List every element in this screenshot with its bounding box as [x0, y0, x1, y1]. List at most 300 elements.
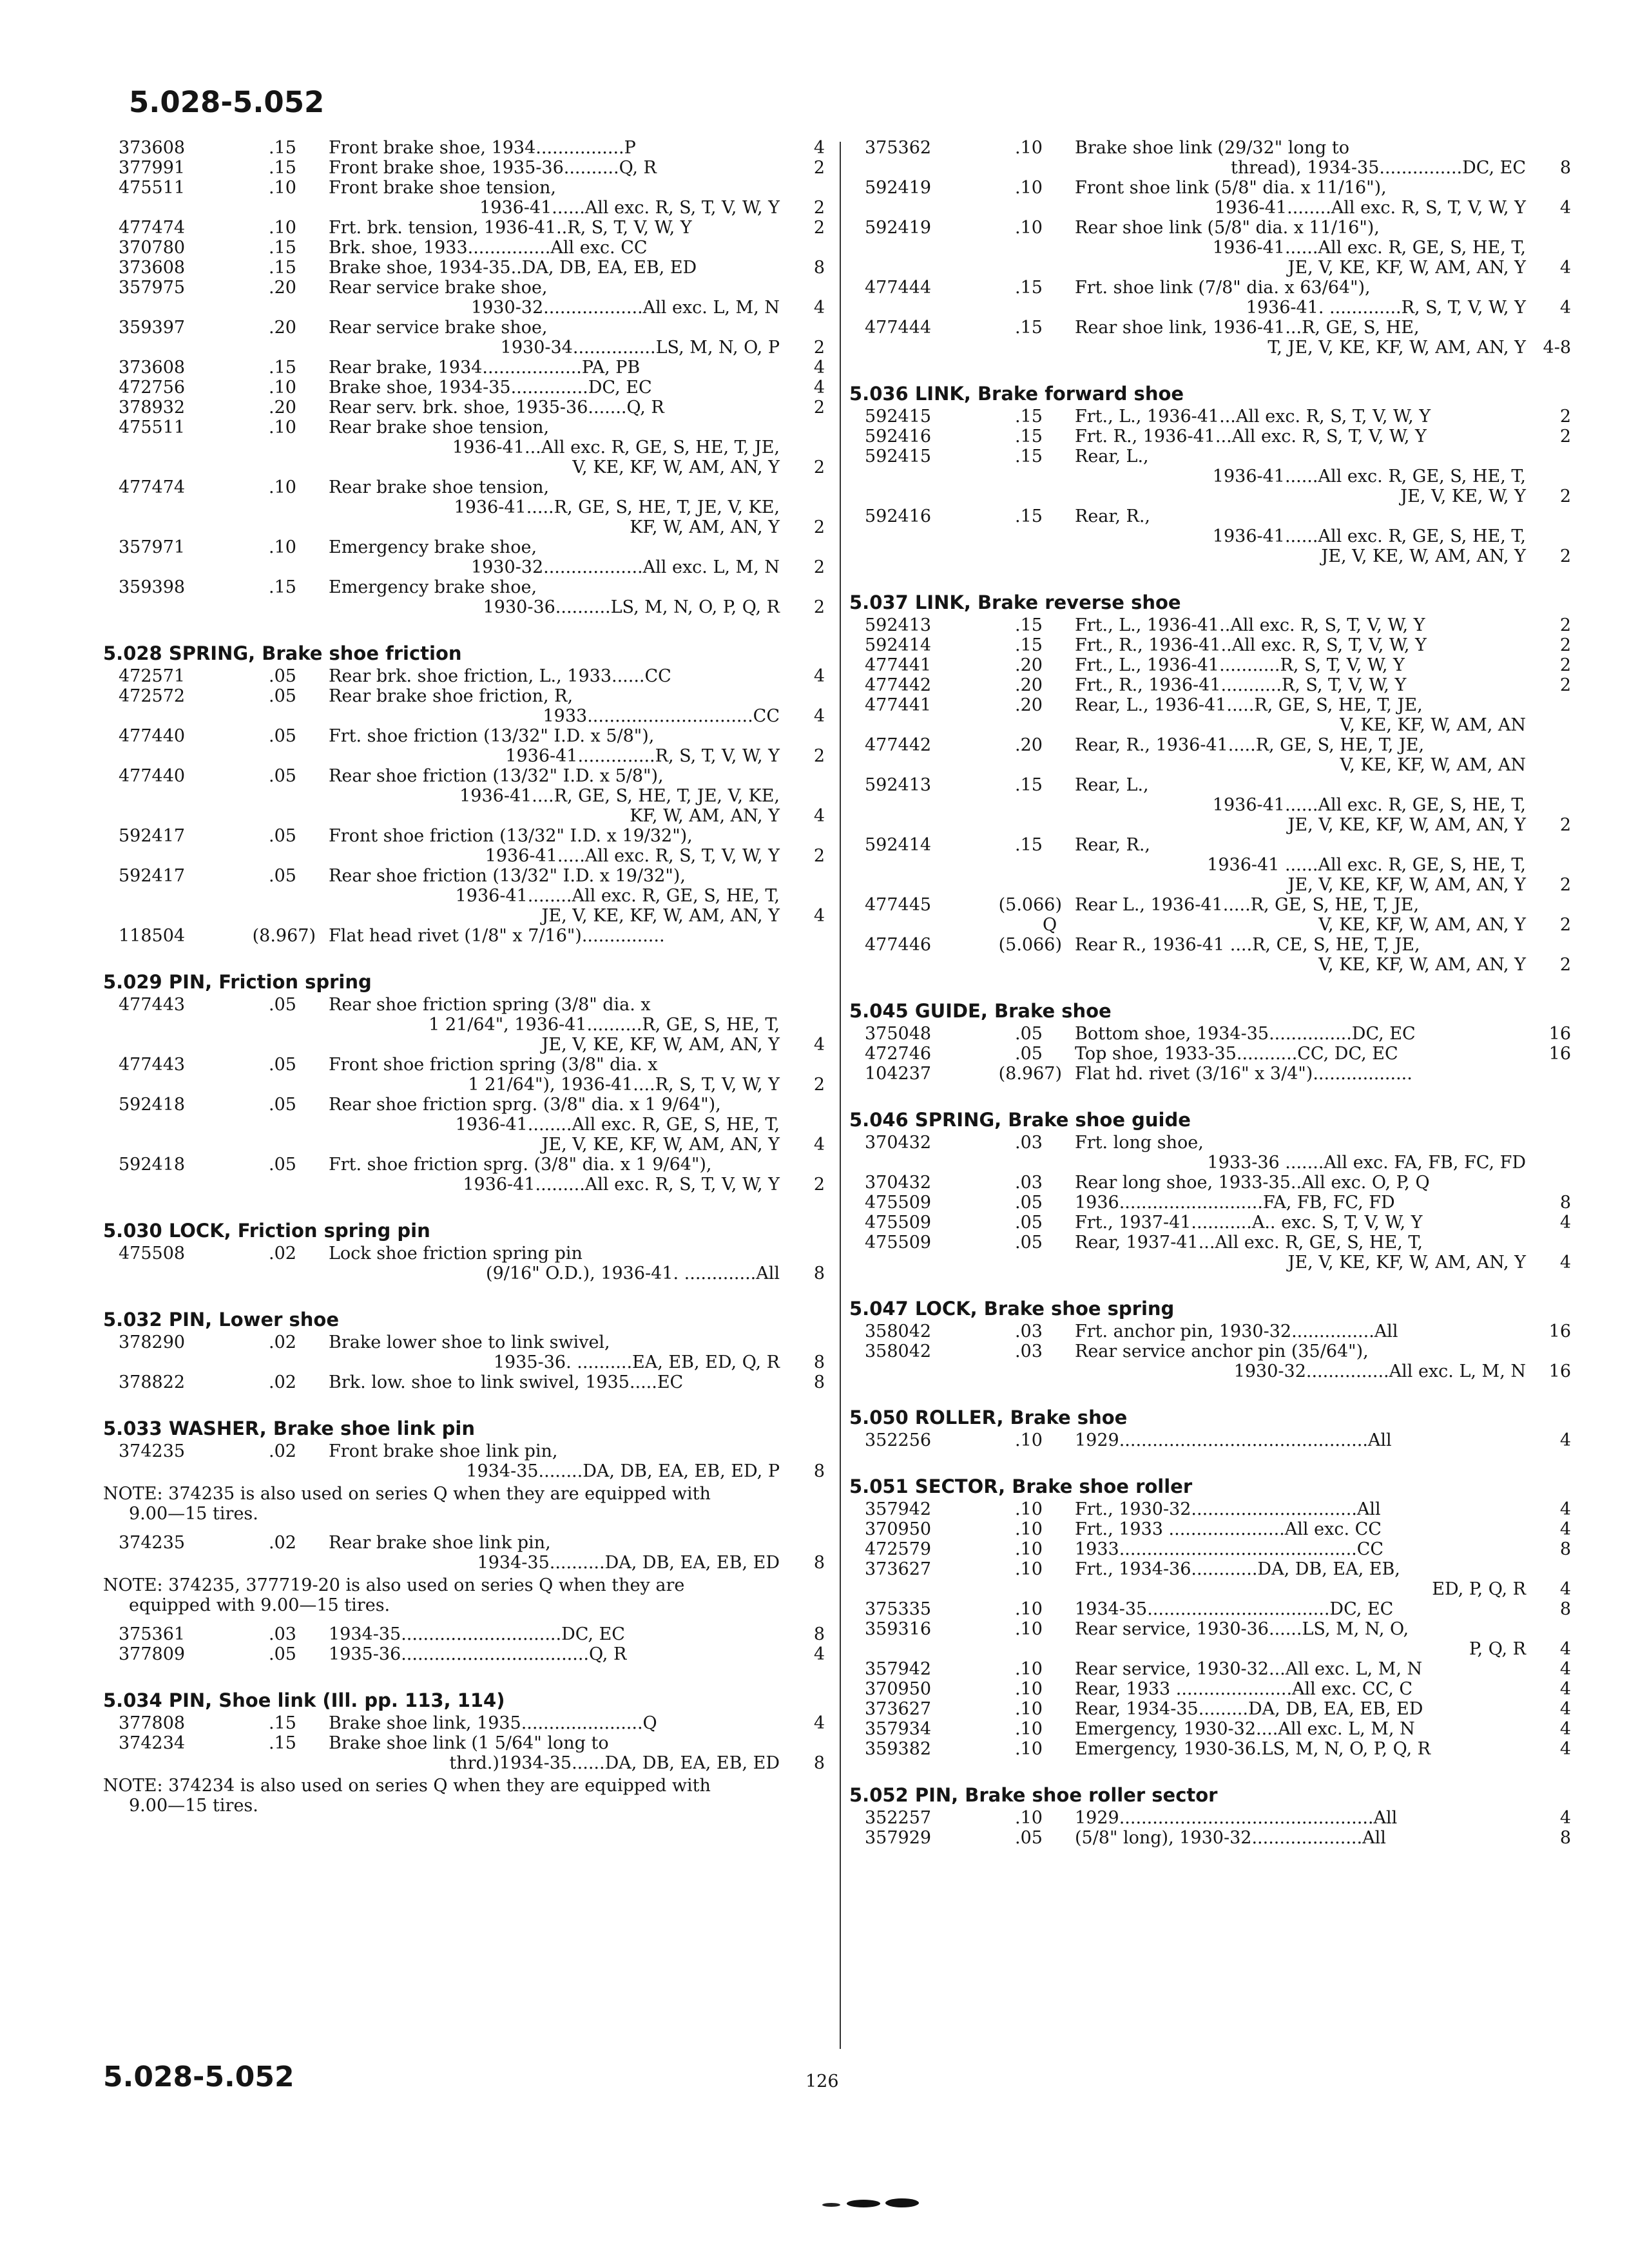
part-number: 370432 [865, 1173, 932, 1193]
description [329, 358, 780, 378]
note-line: 9.00—15 tires. [129, 1504, 258, 1524]
description [1075, 1321, 1526, 1341]
description [329, 138, 780, 158]
price: .10 [1015, 1808, 1043, 1828]
spacer [103, 1283, 825, 1307]
price: .15 [1015, 318, 1043, 338]
description-line: Frt. shoe friction sprg. (3/8" dia. x 1 9/64"), [329, 1155, 712, 1175]
list-item [849, 1699, 1571, 1719]
price: .20 [1015, 735, 1043, 755]
part-number: 475508 [119, 1244, 186, 1264]
description-line: Frt. brk. tension, 1936-41..R, S, T, V, W, Y [329, 218, 692, 238]
price: .03 [1015, 1341, 1043, 1361]
part-number: 370950 [865, 1679, 932, 1699]
description-line: 1936-41...All exc. R, GE, S, HE, T, JE, [452, 437, 780, 457]
list-item [849, 935, 1571, 975]
parts-section [103, 969, 825, 1195]
description-line: Frt., L., 1936-41...........R, S, T, V, W, Y [1075, 655, 1405, 675]
quantity: 2 [813, 398, 825, 418]
description-line: Rear shoe link, 1936-41...R, GE, S, HE, [1075, 318, 1420, 338]
list-item [103, 378, 825, 398]
list-item [103, 138, 825, 158]
description [1075, 506, 1526, 566]
price: .10 [1015, 1679, 1043, 1699]
description-line: 1930-32..................All exc. L, M, N [470, 557, 780, 577]
description [1075, 1233, 1526, 1273]
price: .10 [1015, 1559, 1043, 1579]
description-line: 1936-41.....All exc. R, S, T, V, W, Y [485, 846, 780, 866]
description-line: Brake shoe, 1934-35..............DC, EC [329, 378, 652, 398]
part-number: 475509 [865, 1193, 932, 1213]
quantity: 8 [813, 1372, 825, 1392]
price: .15 [269, 577, 296, 597]
section-title: 5.045 GUIDE, Brake shoe [849, 1000, 1112, 1022]
description [1075, 1193, 1526, 1213]
description [329, 1244, 780, 1283]
description-line: Frt., L., 1936-41...All exc. R, S, T, V, W, Y [1075, 407, 1431, 427]
quantity: 2 [1559, 427, 1571, 447]
list-item [849, 635, 1571, 655]
quantity: 2 [813, 1075, 825, 1095]
description-line: Front brake shoe link pin, [329, 1441, 558, 1461]
description [329, 398, 780, 418]
list-item [849, 1064, 1571, 1084]
price: (8.967) [252, 926, 316, 946]
list-item [849, 1619, 1571, 1659]
list-item [849, 1828, 1571, 1848]
description-line: 1936..........................FA, FB, FC, FD [1075, 1193, 1395, 1213]
price: .15 [269, 258, 296, 278]
quantity: 4 [1559, 1253, 1571, 1273]
spacer [849, 975, 1571, 998]
description [1075, 1341, 1526, 1381]
list-item [103, 358, 825, 378]
list-item [103, 1533, 825, 1573]
price: .10 [1015, 1719, 1043, 1739]
description-line: Frt. shoe link (7/8" dia. x 63/64"), [1075, 278, 1371, 298]
description [1075, 278, 1526, 318]
description-line: 1936-41.....R, GE, S, HE, T, JE, V, KE, [454, 497, 780, 517]
description-line: Brake shoe link (29/32" long to [1075, 138, 1350, 158]
part-number: 477441 [865, 655, 932, 675]
list-item [849, 218, 1571, 278]
description-line: Brake lower shoe to link swivel, [329, 1332, 610, 1352]
description-line: Rear brk. shoe friction, L., 1933......CC [329, 666, 671, 686]
description-line: P, Q, R [1469, 1639, 1526, 1659]
parts-section [849, 590, 1571, 975]
part-number: 477443 [119, 1055, 186, 1075]
list-item [103, 1244, 825, 1283]
list-item [849, 447, 1571, 506]
list-item [103, 1644, 825, 1664]
price: .10 [1015, 1699, 1043, 1719]
list-item [849, 735, 1571, 775]
list-item [849, 695, 1571, 735]
description-line: Rear, L., [1075, 447, 1149, 466]
quantity: 16 [1548, 1361, 1571, 1381]
price: .20 [1015, 695, 1043, 715]
description [329, 666, 780, 686]
list-item [849, 1739, 1571, 1759]
quantity: 8 [1559, 158, 1571, 178]
part-number: 592413 [865, 615, 932, 635]
part-number: 472579 [865, 1539, 932, 1559]
price: .05 [269, 666, 296, 686]
description-line: Rear brake shoe friction, R, [329, 686, 574, 706]
description [1075, 735, 1526, 775]
section-title: 5.037 LINK, Brake reverse shoe [849, 591, 1181, 613]
part-number: 374235 [119, 1441, 186, 1461]
description [1075, 1044, 1526, 1064]
description-line: Rear service anchor pin (35/64"), [1075, 1341, 1369, 1361]
part-number: 359382 [865, 1739, 932, 1759]
part-number: 592415 [865, 447, 932, 466]
description-line: 1936-41. .............R, S, T, V, W, Y [1246, 298, 1526, 318]
description-line: Rear shoe link (5/8" dia. x 11/16"), [1075, 218, 1380, 238]
quantity: 8 [813, 1461, 825, 1481]
description-line: JE, V, KE, W, Y [1400, 486, 1526, 506]
description-line: Brake shoe link (1 5/64" long to [329, 1733, 609, 1753]
list-item [103, 398, 825, 418]
quantity: 4-8 [1543, 338, 1571, 358]
list-item [849, 278, 1571, 318]
description-line: JE, V, KE, W, AM, AN, Y [1321, 546, 1526, 566]
note-line: NOTE: 374234 is also used on series Q when they are equipped with [103, 1776, 711, 1796]
description [1075, 935, 1526, 975]
price: .10 [1015, 218, 1043, 238]
description-line: 1936-41........All exc. R, GE, S, HE, T, [455, 886, 780, 906]
description-line: 1936-41........All exc. R, S, T, V, W, Y [1214, 198, 1526, 218]
part-number: 370950 [865, 1519, 932, 1539]
description [329, 686, 780, 726]
description [1075, 427, 1526, 447]
page-number: 126 [805, 2071, 839, 2091]
spacer [849, 1381, 1571, 1405]
spacer [103, 1664, 825, 1687]
description [329, 995, 780, 1055]
description [1075, 675, 1526, 695]
description-line: 1936-41......All exc. R, GE, S, HE, T, [1212, 795, 1526, 815]
description-line: thrd.)1934-35......DA, DB, EA, EB, ED [449, 1753, 780, 1773]
quantity: 2 [1559, 655, 1571, 675]
description-line: 1935-36. ..........EA, EB, ED, Q, R [493, 1352, 780, 1372]
description-line: V, KE, KF, W, AM, AN, Y [572, 457, 780, 477]
part-number: 477440 [119, 726, 186, 746]
part-number: 592417 [119, 866, 186, 886]
description [1075, 178, 1526, 218]
price: .15 [1015, 635, 1043, 655]
quantity: 4 [1559, 1639, 1571, 1659]
description [329, 218, 780, 238]
list-item [849, 1024, 1571, 1044]
part-number: 477442 [865, 675, 932, 695]
quantity: 4 [813, 1644, 825, 1664]
part-number: 352256 [865, 1430, 932, 1450]
description-line: Frt., 1937-41...........A.. exc. S, T, V, W, Y [1075, 1213, 1423, 1233]
section-title: 5.051 SECTOR, Brake shoe roller [849, 1475, 1193, 1497]
list-item [103, 1155, 825, 1195]
description [329, 1533, 780, 1573]
description-line: 1935-36..................................Q, R [329, 1644, 627, 1664]
part-number: 592416 [865, 427, 932, 447]
part-number: 370780 [119, 238, 186, 258]
list-item [849, 1321, 1571, 1341]
description-line: Emergency, 1930-32....All exc. L, M, N [1075, 1719, 1415, 1739]
list-item [103, 278, 825, 318]
part-number: 592419 [865, 218, 932, 238]
price: .10 [269, 477, 296, 497]
quantity: 4 [1559, 1213, 1571, 1233]
description-line: Rear serv. brk. shoe, 1935-36.......Q, R [329, 398, 664, 418]
part-number: 374234 [119, 1733, 186, 1753]
part-number: 592418 [119, 1095, 186, 1115]
description [1075, 218, 1526, 278]
description-line: Top shoe, 1933-35...........CC, DC, EC [1075, 1044, 1398, 1064]
description-line: JE, V, KE, KF, W, AM, AN, Y [1287, 875, 1526, 895]
price: .02 [269, 1244, 296, 1264]
description [329, 278, 780, 318]
list-item [103, 477, 825, 537]
parts-section [849, 381, 1571, 566]
description-line: Rear, L., 1936-41.....R, GE, S, HE, T, JE, [1075, 695, 1423, 715]
list-item [849, 895, 1571, 935]
description-line: Rear shoe friction (13/32" I.D. x 5/8"), [329, 766, 664, 786]
list-item [103, 1733, 825, 1773]
description [1075, 695, 1526, 735]
description [329, 926, 780, 946]
description [329, 1624, 780, 1644]
description-line: Flat hd. rivet (3/16" x 3/4").................. [1075, 1064, 1412, 1084]
list-item [849, 506, 1571, 566]
description [1075, 1828, 1526, 1848]
price: .10 [269, 218, 296, 238]
description-line: 1933..............................CC [543, 706, 780, 726]
list-item [103, 686, 825, 726]
description-line: 1930-34...............LS, M, N, O, P [500, 338, 780, 358]
quantity: 8 [813, 1753, 825, 1773]
description [1075, 1430, 1526, 1450]
part-number: 118504 [119, 926, 186, 946]
quantity: 2 [813, 597, 825, 617]
description-line: Frt., R., 1936-41...........R, S, T, V, W, Y [1075, 675, 1407, 695]
price: .05 [1015, 1024, 1043, 1044]
quantity: 8 [1559, 1193, 1571, 1213]
price: .10 [269, 378, 296, 398]
list-item [103, 218, 825, 238]
quantity: 2 [813, 338, 825, 358]
quantity: 8 [813, 1352, 825, 1372]
part-number: 358042 [865, 1321, 932, 1341]
spacer [849, 1084, 1571, 1107]
price: .03 [1015, 1173, 1043, 1193]
description [329, 1155, 780, 1195]
description [329, 318, 780, 358]
description-line: 1 21/64", 1936-41..........R, GE, S, HE, T, [429, 1015, 780, 1035]
parts-section [103, 1218, 825, 1283]
description [329, 1644, 780, 1664]
part-number: 592417 [119, 826, 186, 846]
column-divider [840, 142, 841, 2049]
quantity: 4 [813, 138, 825, 158]
list-item [849, 1193, 1571, 1213]
part-number: 477442 [865, 735, 932, 755]
description [329, 577, 780, 617]
part-number: 357971 [119, 537, 186, 557]
description-line: Rear, R., [1075, 835, 1151, 855]
description [1075, 1808, 1526, 1828]
description-line: JE, V, KE, KF, W, AM, AN, Y [541, 1035, 780, 1055]
price: .15 [269, 1733, 296, 1753]
parts-section [849, 1296, 1571, 1381]
description-line: V, KE, KF, W, AM, AN, Y [1318, 955, 1526, 975]
part-number: 377809 [119, 1644, 186, 1664]
section-title: 5.028 SPRING, Brake shoe friction [103, 642, 462, 664]
list-item [103, 926, 825, 946]
description-line: Rear brake shoe tension, [329, 418, 550, 437]
quantity: 2 [813, 1175, 825, 1195]
description-line: 1930-32..................All exc. L, M, N [470, 298, 780, 318]
price: .15 [1015, 615, 1043, 635]
description [1075, 1173, 1526, 1193]
description-line: Brk. shoe, 1933...............All exc. CC [329, 238, 648, 258]
spacer [849, 1450, 1571, 1474]
description [329, 178, 780, 218]
description [1075, 835, 1526, 895]
list-item [103, 418, 825, 477]
list-item [849, 655, 1571, 675]
description [1075, 1739, 1526, 1759]
description-line: 1934-35..........DA, DB, EA, EB, ED [477, 1553, 780, 1573]
note [103, 1776, 825, 1816]
footer-code-range: 5.028-5.052 [103, 2061, 294, 2093]
price: .15 [269, 138, 296, 158]
list-item [849, 615, 1571, 635]
quantity: 2 [813, 158, 825, 178]
description-line: 1936-41..............R, S, T, V, W, Y [505, 746, 780, 766]
list-item [103, 1332, 825, 1372]
description-line: Frt., 1934-36............DA, DB, EA, EB, [1075, 1559, 1400, 1579]
note-line: equipped with 9.00—15 tires. [129, 1595, 390, 1615]
quantity: 2 [813, 517, 825, 537]
description [329, 726, 780, 766]
description [329, 1372, 780, 1392]
part-number: 477444 [865, 318, 932, 338]
description-line: Rear, 1934-35.........DA, DB, EA, EB, ED [1075, 1699, 1423, 1719]
note-line: NOTE: 374235 is also used on series Q when they are equipped with [103, 1484, 711, 1504]
part-number: 374235 [119, 1533, 186, 1553]
part-number: 357975 [119, 278, 186, 298]
section-title: 5.033 WASHER, Brake shoe link pin [103, 1418, 475, 1439]
price: (5.066) [998, 935, 1062, 955]
price: .05 [269, 686, 296, 706]
list-item [849, 1559, 1571, 1599]
price: .15 [269, 1713, 296, 1733]
description-line: Rear shoe friction (13/32" I.D. x 19/32"), [329, 866, 686, 886]
part-number: 477444 [865, 278, 932, 298]
price: .05 [269, 866, 296, 886]
description [329, 1441, 780, 1481]
section-title: 5.034 PIN, Shoe link (Ill. pp. 113, 114) [103, 1689, 505, 1711]
list-item [849, 775, 1571, 835]
description-line: JE, V, KE, KF, W, AM, AN, Y [1287, 258, 1526, 278]
description [329, 1713, 780, 1733]
part-number: 475511 [119, 178, 186, 198]
description-line: 1936-41........All exc. R, GE, S, HE, T, [455, 1115, 780, 1135]
description [1075, 635, 1526, 655]
section-title: 5.036 LINK, Brake forward shoe [849, 383, 1184, 405]
price: .10 [1015, 1539, 1043, 1559]
spacer [103, 946, 825, 969]
part-number: 375361 [119, 1624, 186, 1644]
description [1075, 1133, 1526, 1173]
part-number: 104237 [865, 1064, 932, 1084]
description [1075, 615, 1526, 635]
part-number: 373627 [865, 1699, 932, 1719]
list-item [103, 178, 825, 218]
price: .10 [1015, 1430, 1043, 1450]
description [329, 378, 780, 398]
quantity: 4 [1559, 258, 1571, 278]
part-number: 378290 [119, 1332, 186, 1352]
description [1075, 1619, 1526, 1659]
description-line: Rear service brake shoe, [329, 318, 548, 338]
description-line: Frt., R., 1936-41..All exc. R, S, T, V, W, Y [1075, 635, 1427, 655]
description-line: 1929..............................................All [1075, 1808, 1398, 1828]
price: .15 [1015, 506, 1043, 526]
list-item [849, 427, 1571, 447]
quantity: 4 [1559, 1699, 1571, 1719]
list-item [849, 1341, 1571, 1381]
description [1075, 1064, 1526, 1084]
price: .10 [1015, 1499, 1043, 1519]
quantity: 4 [813, 378, 825, 398]
spacer [849, 1759, 1571, 1782]
quantity: 4 [1559, 1739, 1571, 1759]
part-number: 359316 [865, 1619, 932, 1639]
price: .05 [269, 826, 296, 846]
part-number: 375048 [865, 1024, 932, 1044]
price: (5.066) [998, 895, 1062, 915]
description [1075, 895, 1526, 935]
quantity: 8 [813, 1553, 825, 1573]
price: .05 [269, 1155, 296, 1175]
list-item [103, 666, 825, 686]
description [1075, 655, 1526, 675]
description [1075, 1679, 1526, 1699]
description-line: 1934-35.............................DC, EC [329, 1624, 625, 1644]
price: .15 [1015, 775, 1043, 795]
price: .05 [269, 766, 296, 786]
part-number: 375335 [865, 1599, 932, 1619]
quantity: 4 [1559, 1679, 1571, 1699]
description-line: V, KE, KF, W, AM, AN, Y [1318, 915, 1526, 935]
parts-section [849, 1107, 1571, 1273]
list-item [103, 258, 825, 278]
list-item [849, 1719, 1571, 1739]
list-item [103, 995, 825, 1055]
part-number: 477440 [119, 766, 186, 786]
list-item [103, 826, 825, 866]
description [329, 1055, 780, 1095]
description-line: Rear shoe friction sprg. (3/8" dia. x 1 9/64"), [329, 1095, 721, 1115]
description [329, 766, 780, 826]
description [1075, 1599, 1526, 1619]
part-number: 592418 [119, 1155, 186, 1175]
part-number: 592419 [865, 178, 932, 198]
description-line: Emergency brake shoe, [329, 577, 537, 597]
description [329, 418, 780, 477]
quantity: 2 [1559, 915, 1571, 935]
